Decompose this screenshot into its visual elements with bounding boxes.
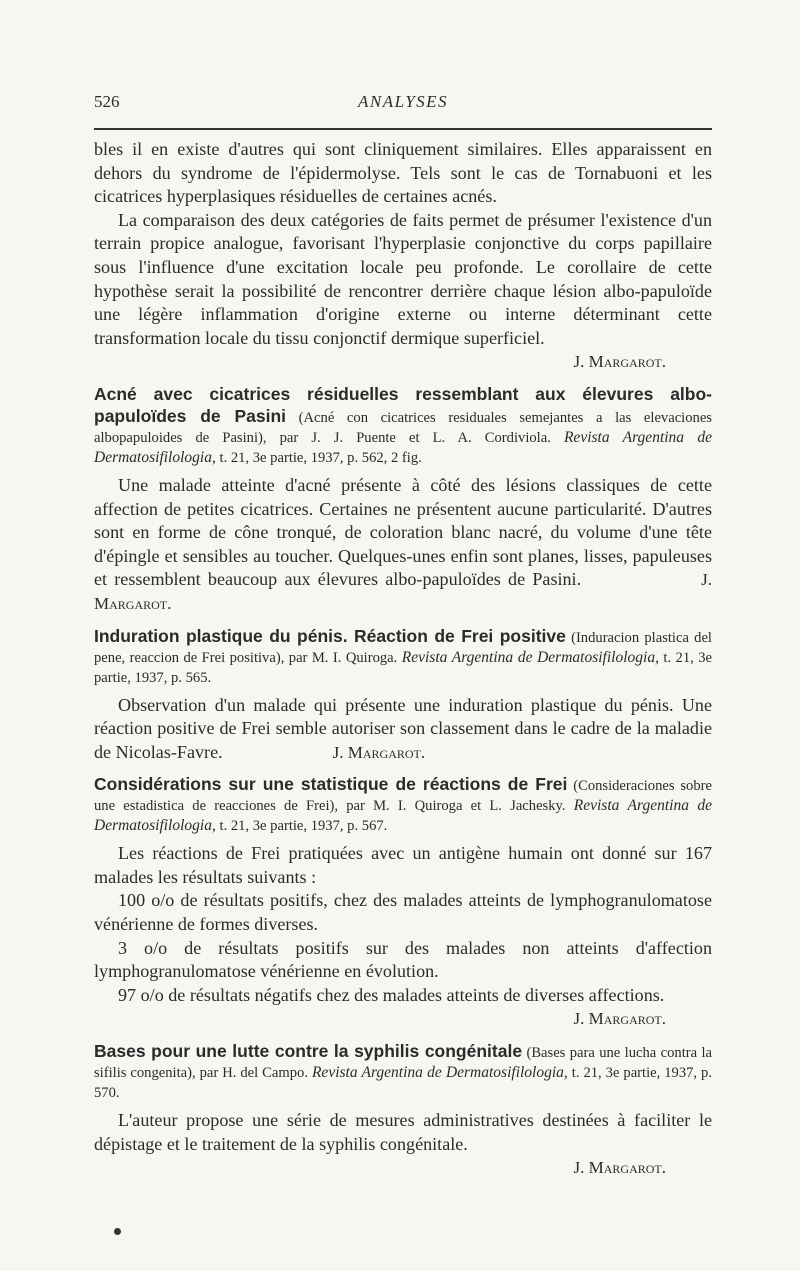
entry-paragraph: 100 o/o de résultats positifs, chez des malades atteints de lymphogranulomatose vénérienne de formes diverses. bbox=[94, 890, 712, 935]
entry-paragraph-text: Observation d'un malade qui présente une induration plastique du pénis. Une réaction positive de Frei semble autoriser son classement dans le cadre de la maladie de Nicolas-Favre. bbox=[94, 694, 712, 762]
entry-reference: (Acné con cicatrices residuales semejantes a las elevaciones albopapuloides de Pasini), par J. J. Puente et L. A. Cordiviola. bbox=[94, 409, 712, 446]
entry-reference: (Bases para une lucha contra la sifilis congenita), par H. del Campo. bbox=[94, 1045, 712, 1082]
analysis-entry bbox=[94, 384, 712, 616]
intro-paragraph-2-text: La comparaison des deux catégories de faits permet de présumer l'existence d'un terrain propice analogue, favorisant l'hyperplasie conjonctive du corps papillaire sous l'influence d'une excitation locale peu profonde. Le corollaire de cette hypothèse serait la possibilité de rencontrer derrière chaque lésion albo-papuloïde une légère inflammation d'origine externe ou interne déterminant cette transformation locale du tissu conjonctif dermique superficiel. bbox=[94, 209, 712, 348]
entry-journal: Revista Argentina de Dermatosifilologia, bbox=[94, 797, 713, 835]
entry-journal: Revista Argentina de Dermatosifilologia, bbox=[311, 1064, 568, 1082]
page-header bbox=[94, 92, 712, 118]
entry-paragraph bbox=[94, 474, 712, 616]
intro-paragraph-1: bles il en existe d'autres qui sont cliniquement similaires. Elles apparaissent en dehors du syndrome de l'épidermolyse. Tels sont le cas de Tornabuoni et les cicatrices hyperplasiques résiduelles de certaines acnés. bbox=[94, 139, 712, 207]
entry-reference: (Induracion plastica del pene, reaccion de Frei positiva), par M. I. Quiroga. bbox=[94, 629, 712, 666]
entry-citation: t. 21, 3e partie, 1937, p. 567. bbox=[219, 818, 388, 835]
entry-heading bbox=[94, 626, 712, 694]
entry-signature: J. Margarot. bbox=[332, 742, 426, 762]
entry-citation: t. 21, 3e partie, 1937, p. 562, 2 fig. bbox=[219, 449, 422, 466]
entry-title: Induration plastique du pénis. Réaction de Frei positive bbox=[94, 625, 566, 646]
running-title: ANALYSES bbox=[357, 92, 449, 111]
entry-paragraph: 3 o/o de résultats positifs sur des malades non atteints d'affection lymphogranulomatose vénérienne en évolution. bbox=[94, 937, 712, 982]
entry-citation: t. 21, 3e partie, 1937, p. 570. bbox=[94, 1065, 712, 1102]
page bbox=[94, 92, 713, 1178]
entry-journal: Revista Argentina de Dermatosifilologia, bbox=[401, 648, 659, 666]
analysis-entry bbox=[94, 774, 712, 1031]
entry-heading bbox=[94, 774, 712, 842]
entry-citation: t. 21, 3e partie, 1937, p. 565. bbox=[94, 649, 712, 686]
intro-paragraph-2 bbox=[94, 209, 712, 374]
intro-continuation bbox=[94, 138, 712, 374]
entry-paragraph bbox=[94, 984, 712, 1031]
header-rule bbox=[94, 128, 712, 130]
ink-speck bbox=[114, 1228, 121, 1235]
entry-reference: (Consideraciones sobre une estadistica de reacciones de Frei), par M. I. Quiroga et L. Jachesky. bbox=[94, 778, 712, 815]
entry-paragraph bbox=[94, 694, 712, 765]
entry-signature: J. Margarot. bbox=[573, 1009, 666, 1029]
entry-title: Considérations sur une statistique de réactions de Frei bbox=[94, 774, 568, 795]
analysis-entry bbox=[94, 1041, 712, 1180]
entry-paragraph: L'auteur propose une série de mesures administratives destinées à faciliter le dépistage et le traitement de la syphilis congénitale. bbox=[94, 1110, 712, 1154]
analysis-entry bbox=[94, 626, 712, 765]
entry-title: Acné avec cicatrices résiduelles ressemblant aux élevures albo-papuloïdes de Pasini bbox=[94, 383, 712, 426]
page-number: 526 bbox=[94, 92, 120, 111]
entry-signature: J. Margarot. bbox=[573, 1158, 666, 1178]
entry-paragraph-text: Une malade atteinte d'acné présente à côté des lésions classiques de cette affection de petites cicatrices. Certaines ne présentent aucune particularité. D'autres sont en forme de cône tronqué, de coloration blanc nacré, du volume d'une tête d'épingle et sensibles au toucher. Quelques-unes enfin sont planes, lisses, papuleuses et ressemblent beaucoup aux élevures albo-papuloïdes de Pasini. bbox=[94, 474, 712, 590]
entry-journal: Revista Argentina de Dermatosifilologia, bbox=[94, 428, 713, 466]
entry-signature: J. Margarot. bbox=[94, 570, 712, 613]
entry-paragraph: Les réactions de Frei pratiquées avec un antigène humain ont donné sur 167 malades les résultats suivants : bbox=[94, 843, 712, 887]
page-body bbox=[94, 138, 712, 1180]
entry-title: Bases pour une lutte contre la syphilis congénitale bbox=[94, 1041, 523, 1062]
intro-signature: J. Margarot. bbox=[573, 352, 666, 372]
entry-signature-line bbox=[94, 1156, 712, 1180]
entry-heading bbox=[94, 1041, 712, 1109]
entry-paragraph-text: 97 o/o de résultats négatifs chez des malades atteints de diverses affections. bbox=[118, 984, 665, 1005]
entry-heading bbox=[94, 384, 712, 474]
